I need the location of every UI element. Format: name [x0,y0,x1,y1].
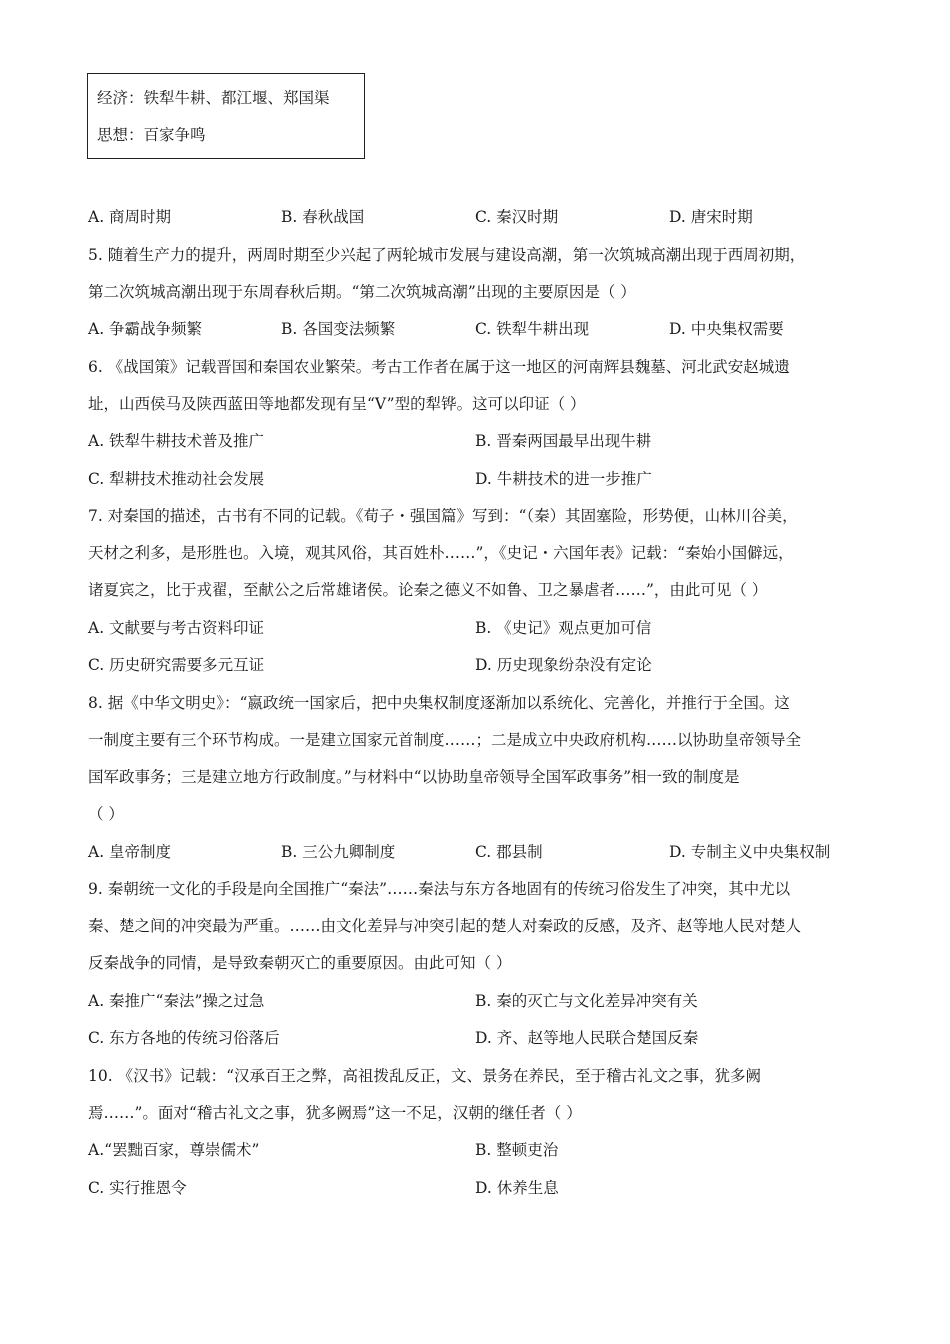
material-thought-line: 思想：百家争鸣 [97,126,206,144]
q4-option-a[interactable]: A. 商周时期 [88,208,172,226]
q10-stem-line-1: 10. 《汉书》记载：“汉承百王之弊，高祖拨乱反正，文、景务在养民，至于稽古礼文之事，犹多阙 [88,1067,762,1085]
q9-option-c[interactable]: C. 东方各地的传统习俗落后 [88,1029,280,1047]
q7-option-c[interactable]: C. 历史研究需要多元互证 [88,656,265,674]
q9-stem-line-3: 反秦战争的同情，是导致秦朝灭亡的重要原因。由此可知（ ） [88,954,512,972]
q4-option-b[interactable]: B. 春秋战国 [281,208,365,226]
q7-option-b[interactable]: B. 《史记》观点更加可信 [475,619,652,637]
q5-stem-line-2: 第二次筑城高潮出现于东周春秋后期。“第二次筑城高潮”出现的主要原因是（ ） [88,283,636,301]
q8-stem-line-1: 8. 据《中华文明史》：“嬴政统一国家后，把中央集权制度逐渐加以系统化、完善化，并推行于全国。这 [88,694,790,712]
q6-option-c[interactable]: C. 犁耕技术推动社会发展 [88,470,265,488]
q10-option-b[interactable]: B. 整顿吏治 [475,1141,559,1159]
q6-stem-line-1: 6. 《战国策》记载晋国和秦国农业繁荣。考古工作者在属于这一地区的河南辉县魏墓、河北武安赵城遗 [88,358,790,376]
q9-stem-line-2: 秦、楚之间的冲突最为严重。……由文化差异与冲突引起的楚人对秦政的反感，及齐、赵等地人民对楚人 [88,917,802,935]
q8-option-b[interactable]: B. 三公九卿制度 [281,843,396,861]
q7-stem-line-1: 7. 对秦国的描述，古书有不同的记载。《荀子・强国篇》写到：“（秦）其固塞险，形势便，山林川谷美， [88,507,798,525]
q6-option-b[interactable]: B. 晋秦两国最早出现牛耕 [475,432,652,450]
q9-option-a[interactable]: A. 秦推广“秦法”操之过急 [88,992,265,1010]
q4-option-c[interactable]: C. 秦汉时期 [475,208,559,226]
q7-option-d[interactable]: D. 历史现象纷杂没有定论 [475,656,652,674]
q5-option-b[interactable]: B. 各国变法频繁 [281,320,396,338]
q6-option-d[interactable]: D. 牛耕技术的进一步推广 [475,470,652,488]
q8-option-d[interactable]: D. 专制主义中央集权制 [669,843,831,861]
q5-stem-line-1: 5. 随着生产力的提升，两周时期至少兴起了两轮城市发展与建设高潮，第一次筑城高潮出现于西周初期， [88,246,806,264]
q7-option-a[interactable]: A. 文献要与考古资料印证 [88,619,265,637]
material-economy-line: 经济：铁犁牛耕、都江堰、郑国渠 [97,89,330,107]
q8-stem-line-2: 一制度主要有三个环节构成。一是建立国家元首制度……；二是成立中央政府机构……以协助皇帝领导全 [88,731,802,749]
q6-option-a[interactable]: A. 铁犁牛耕技术普及推广 [88,432,265,450]
q9-stem-line-1: 9. 秦朝统一文化的手段是向全国推广“秦法”……秦法与东方各地固有的传统习俗发生了冲突，其中尤以 [88,880,791,898]
q4-option-d[interactable]: D. 唐宋时期 [669,208,753,226]
q5-option-d[interactable]: D. 中央集权需要 [669,320,784,338]
q5-option-a[interactable]: A. 争霸战争频繁 [88,320,203,338]
material-box [87,73,365,159]
q7-stem-line-2: 天材之利多，是形胜也。入境，观其风俗，其百姓朴……”，《史记・六国年表》记载：“秦始小国僻远， [88,544,794,562]
q9-option-b[interactable]: B. 秦的灭亡与文化差异冲突有关 [475,992,698,1010]
q8-stem-line-4: （ ） [88,805,124,823]
q7-stem-line-3: 诸夏宾之，比于戎翟，至献公之后常雄诸侯。论秦之德义不如鲁、卫之暴虐者……”，由此可见（ ） [88,581,768,599]
q8-option-a[interactable]: A. 皇帝制度 [88,843,172,861]
q10-stem-line-2: 焉……”。面对“稽古礼文之事，犹多阙焉”这一不足，汉朝的继任者（ ） [88,1104,582,1122]
q10-option-d[interactable]: D. 休养生息 [475,1179,559,1197]
q10-option-c[interactable]: C. 实行推恩令 [88,1179,187,1197]
q6-stem-line-2: 址，山西侯马及陕西蓝田等地都发现有呈“V”型的犁铧。这可以印证（ ） [88,395,586,413]
q9-option-d[interactable]: D. 齐、赵等地人民联合楚国反秦 [475,1029,699,1047]
q10-option-a[interactable]: A.“罢黜百家，尊崇儒术” [88,1141,260,1159]
q5-option-c[interactable]: C. 铁犁牛耕出现 [475,320,590,338]
q8-option-c[interactable]: C. 郡县制 [475,843,543,861]
q8-stem-line-3: 国军政事务；三是建立地方行政制度。”与材料中“以协助皇帝领导全国军政事务”相一致的制度是 [88,768,740,786]
